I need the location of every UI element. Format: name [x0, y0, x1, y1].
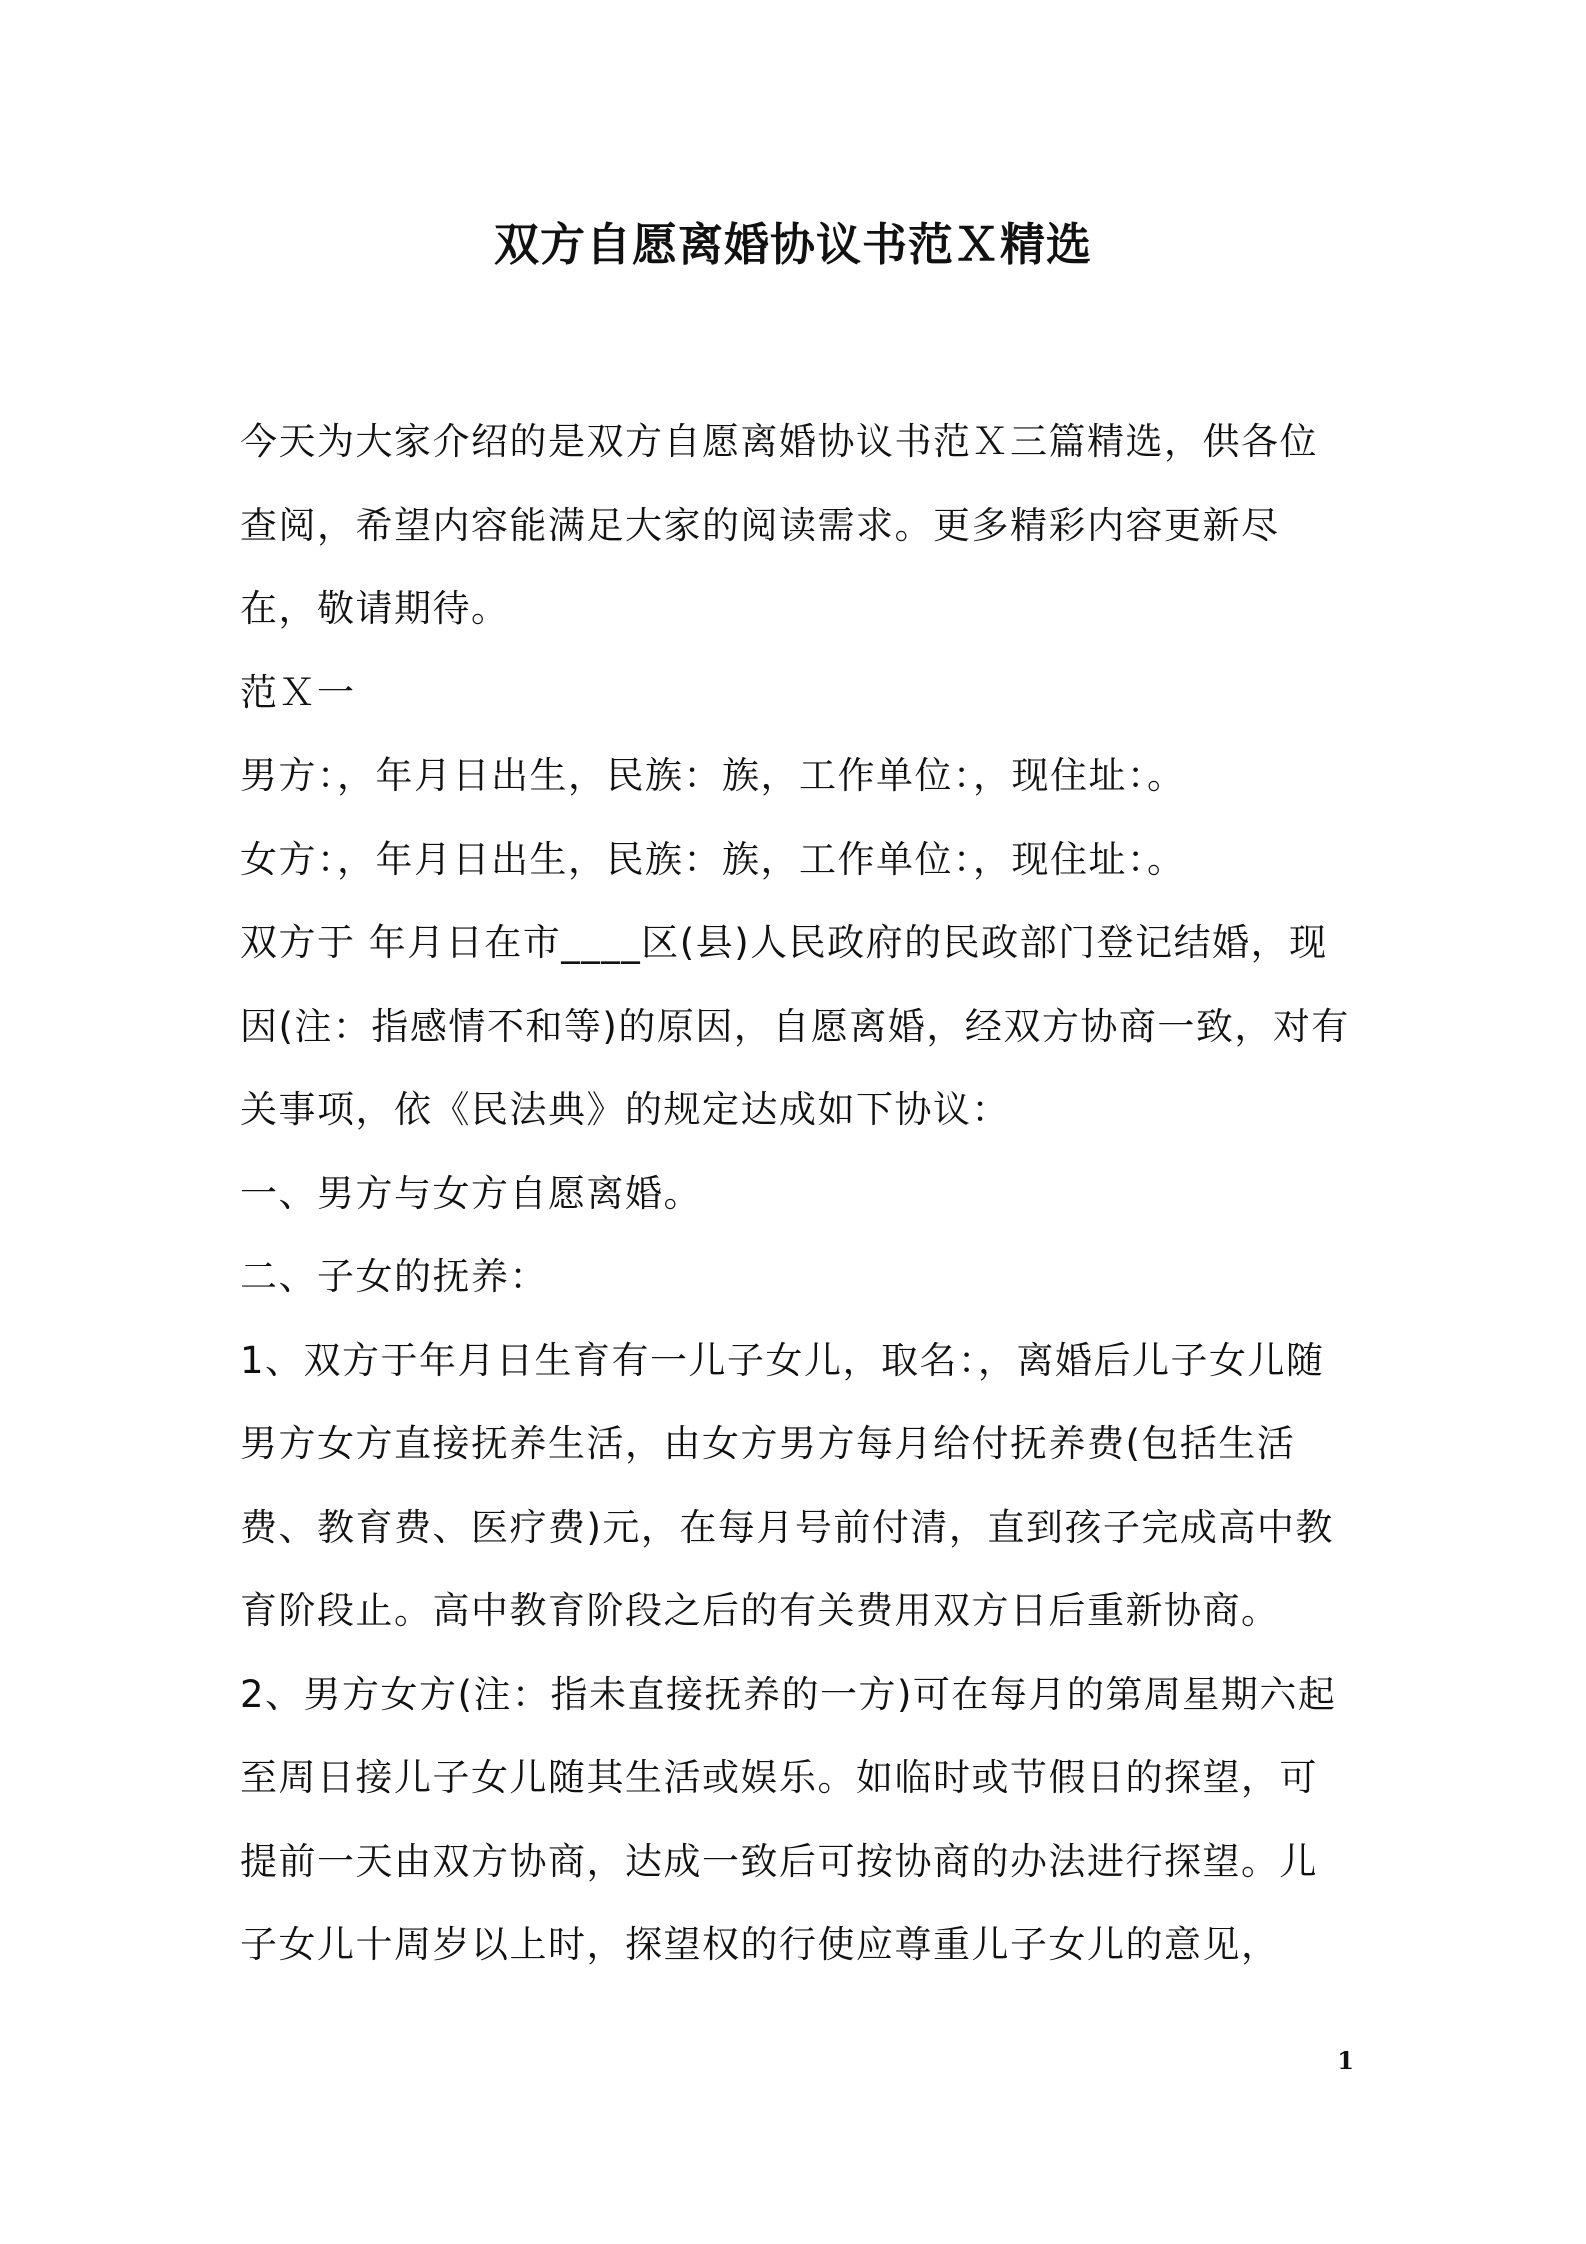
subclause-visitation: 2、男方女方(注：指未直接抚养的一方)可在每月的第周星期六起至周日接儿子女儿随其生活或娱乐。如临时或节假日的探望，可提前一天由双方协商，达成一致后可按协商的办法进行探望。儿子女儿十周岁以上时，探望权的行使应尊重儿子女儿的意见，	[240, 1672, 1337, 1966]
marriage-statement-paragraph: 双方于 年月日在市____区(县)人民政府的民政部门登记结婚，现因(注：指感情不和等)的原因，自愿离婚，经双方协商一致，对有关事项，依《民法典》的规定达成如下协议：	[240, 921, 1350, 1131]
document-title: 双方自愿离婚协议书范Ｘ精选	[493, 218, 1092, 271]
male-party-line: 男方：，年月日出生，民族：族，工作单位：，现住址：。	[240, 754, 1186, 797]
clause-child-custody: 二、子女的抚养：	[240, 1255, 548, 1298]
subclause-child-support: 1、双方于年月日生育有一儿子女儿，取名：，离婚后儿子女儿随男方女方直接抚养生活，由女方男方每月给付抚养费(包括生活费、教育费、医疗费)元，在每月号前付清，直到孩子完成高中教育阶段止。高中教育阶段之后的有关费用双方日后重新协商。	[240, 1338, 1334, 1632]
clause-divorce: 一、男方与女方自愿离婚。	[240, 1171, 702, 1215]
section-heading: 范Ｘ一	[240, 670, 356, 714]
page-number: 1	[1337, 2046, 1354, 2075]
female-party-line: 女方：，年月日出生，民族：族，工作单位：，现住址：。	[240, 837, 1186, 881]
intro-paragraph: 今天为大家介绍的是双方自愿离婚协议书范Ｘ三篇精选，供各位查阅，希望内容能满足大家的阅读需求。更多精彩内容更新尽在，敬请期待。	[240, 420, 1318, 630]
document-body	[240, 400, 1352, 1987]
